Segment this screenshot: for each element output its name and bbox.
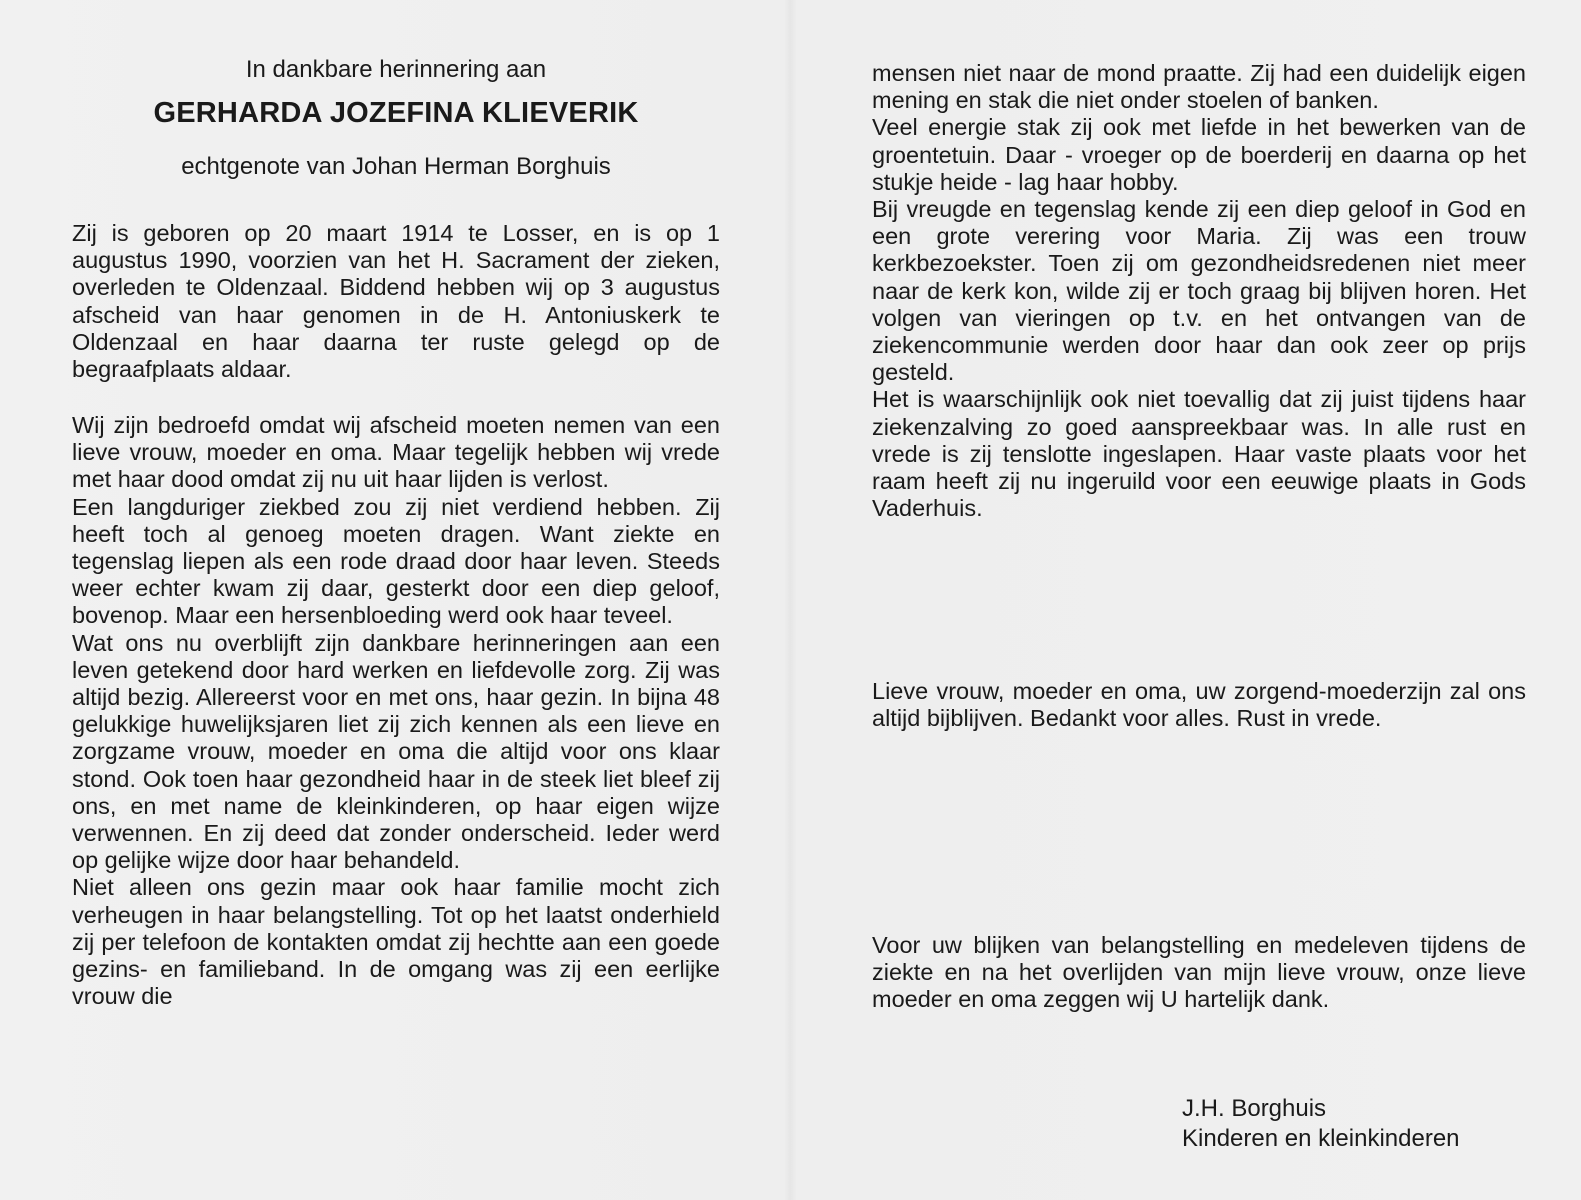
- birth-death-paragraph: [72, 220, 720, 383]
- signature-name: J.H. Borghuis: [1182, 1095, 1327, 1122]
- paragraph: Wij zijn bedroefd omdat wij afscheid moeten nemen van een lieve vrouw, moeder en oma. Maar tegelijk hebben wij vrede met haar dood omdat zij nu uit haar lijden is verlost.: [72, 412, 720, 493]
- paragraph: Veel energie stak zij ook met liefde in het bewerken van de groentetuin. Daar - vroeger op de boerderij en daarna op het stukje heide - lag haar hobby.: [872, 114, 1526, 195]
- paragraph: Bij vreugde en tegenslag kende zij een diep geloof in God en een grote verering voor Maria. Zij was een trouw kerkbezoekster. Toen zij om gezondheidsredenen niet meer naar de kerk kon, wilde zij er toch graag bij blijven horen. Het volgen van vieringen op t.v. en het ontvangen van de ziekencommunie werden door haar dan ook zeer op prijs gesteld.: [872, 196, 1526, 386]
- paragraph: Niet alleen ons gezin maar ook haar familie mocht zich verheugen in haar belangstelling. Tot op het laatst onderhield zij per telefoon de kontakten omdat zij hechtte aan een goede gezins- en familieband. In de omgang was zij een eerlijke vrouw die: [72, 874, 720, 1010]
- paragraph: Wat ons nu overblijft zijn dankbare herinneringen aan een leven getekend door hard werken en liefdevolle zorg. Zij was altijd bezig. Allereerst voor en met ons, haar gezin. In bijna 48 gelukkige huwelijksjaren liet zij zich kennen als een lieve en zorgzame vrouw, moeder en oma die altijd voor ons klaar stond. Ook toen haar gezondheid haar in de steek liet bleef zij ons, en met name de kleinkinderen, op haar eigen wijze verwennen. En zij deed dat zonder onderscheid. Ieder werd op gelijke wijze door haar behandeld.: [72, 629, 720, 874]
- paragraph: Lieve vrouw, moeder en oma, uw zorgend-moederzijn zal ons altijd bijblijven. Bedankt voor alles. Rust in vrede.: [872, 678, 1526, 732]
- paragraph: Zij is geboren op 20 maart 1914 te Losser, en is op 1 augustus 1990, voorzien van het H. Sacrament der zieken, overleden te Oldenzaal. Biddend hebben wij op 3 augustus afscheid van haar genomen in de H. Antoniuskerk te Oldenzaal en haar daarna ter ruste gelegd op de begraafplaats aldaar.: [72, 220, 720, 383]
- paragraph: Het is waarschijnlijk ook niet toevallig dat zij juist tijdens haar ziekenzalving zo goed aanspreekbaar was. In alle rust en vrede is zij tenslotte ingeslapen. Haar vaste plaats voor het raam heeft zij nu ingeruild voor een eeuwige plaats in Gods Vaderhuis.: [872, 386, 1526, 522]
- farewell-text: [872, 678, 1526, 732]
- thanks-text: [872, 932, 1526, 1014]
- intro-text: In dankbare herinnering aan: [245, 56, 547, 83]
- memories-text: [72, 412, 720, 1010]
- paragraph: mensen niet naar de mond praatte. Zij had een duidelijk eigen mening en stak die niet onder stoelen of banken.: [872, 60, 1526, 114]
- spouse-text: echtgenote van Johan Herman Borghuis: [181, 153, 611, 180]
- paragraph: Een langduriger ziekbed zou zij niet verdiend hebben. Zij heeft toch al genoeg moeten dragen. Want ziekte en tegenslag liepen als een rode draad door haar leven. Steeds weer echter kwam zij daar, gesterkt door een diep geloof, bovenop. Maar een hersenbloeding werd ook haar teveel.: [72, 493, 720, 629]
- continued-text: [872, 60, 1526, 522]
- signature-family: Kinderen en kleinkinderen: [1182, 1125, 1460, 1152]
- deceased-name: GERHARDA JOZEFINA KLIEVERIK: [153, 97, 639, 129]
- paragraph: Voor uw blijken van belangstelling en medeleven tijdens de ziekte en na het overlijden van mijn lieve vrouw, onze lieve moeder en oma zeggen wij U hartelijk dank.: [872, 932, 1526, 1013]
